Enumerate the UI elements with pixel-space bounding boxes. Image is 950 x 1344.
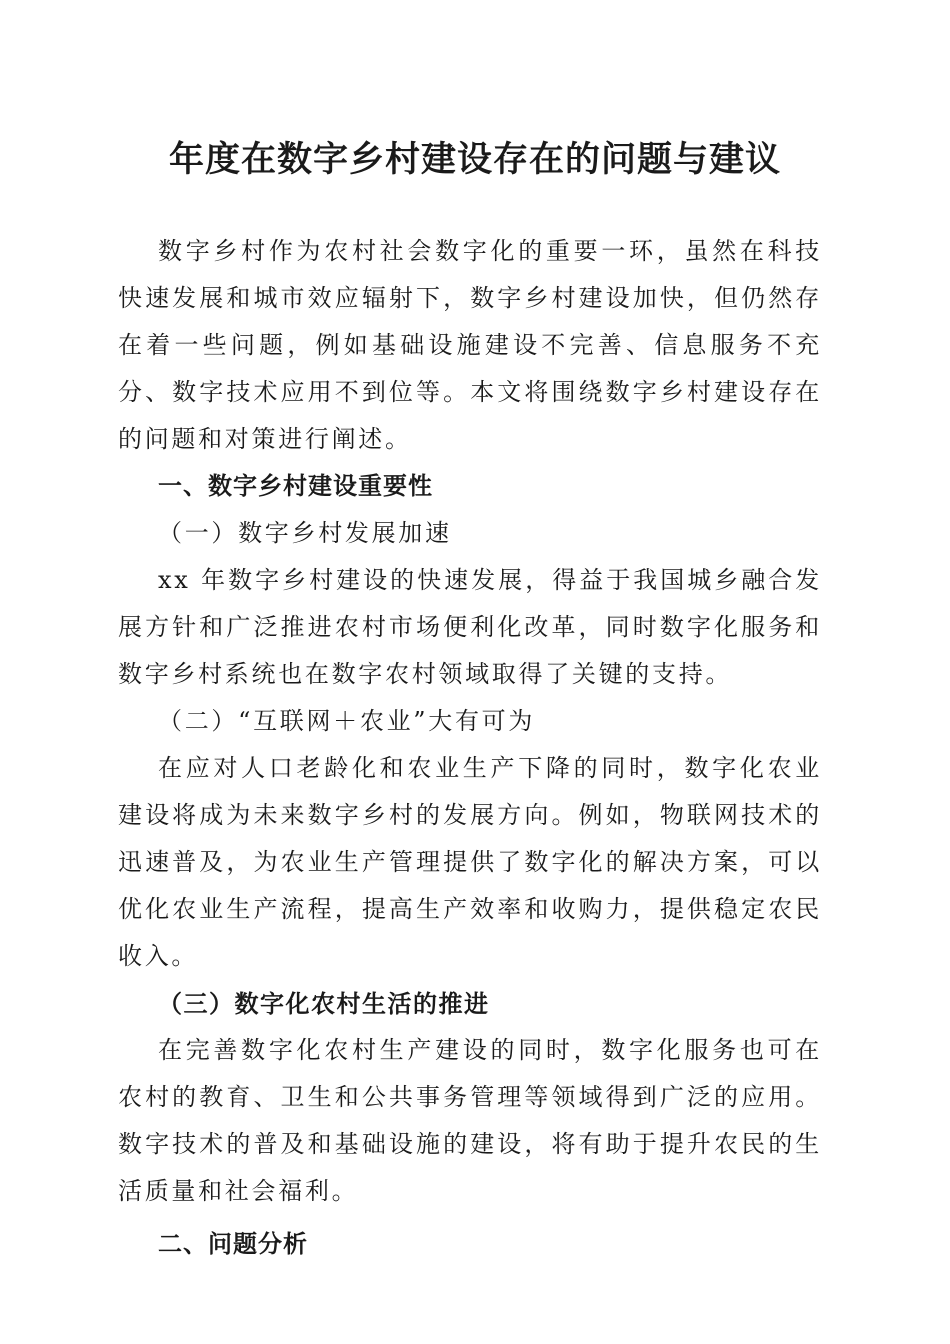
subsection-1-heading: （一）数字乡村发展加速 xyxy=(158,519,452,547)
subsection-2-paragraph: 在应对人口老龄化和农业生产下降的同时，数字化农业建设将成为未来数字乡村的发展方向。例如，物联网技术的迅速普及，为农业生产管理提供了数字化的解决方案，可以优化农业生产流程，提高生产效率和收购力，提供稳定农民收入。 xyxy=(118,754,822,970)
document-title: 年度在数字乡村建设存在的问题与建议 xyxy=(168,139,781,180)
subsection-2-heading: （二）“互联网＋农业”大有可为 xyxy=(158,707,536,735)
subsection-3-heading: （三）数字化农村生活的推进 xyxy=(158,989,490,1018)
intro-paragraph: 数字乡村作为农村社会数字化的重要一环，虽然在科技快速发展和城市效应辐射下，数字乡村建设加快，但仍然存在着一些问题，例如基础设施建设不完善、信息服务不充分、数字技术应用不到位等。本文将围绕数字乡村建设存在的问题和对策进行阐述。 xyxy=(118,237,822,453)
section-2-heading: 二、问题分析 xyxy=(158,1230,308,1258)
document-body xyxy=(118,228,822,1268)
subsection-1-paragraph: xx 年数字乡村建设的快速发展，得益于我国城乡融合发展方针和广泛推进农村市场便利化改革，同时数字化服务和数字乡村系统也在数字农村领域取得了关键的支持。 xyxy=(118,566,822,688)
section-1-heading: 一、数字乡村建设重要性 xyxy=(158,472,433,500)
subsection-3-paragraph: 在完善数字化农村生产建设的同时，数字化服务也可在农村的教育、卫生和公共事务管理等领域得到广泛的应用。数字技术的普及和基础设施的建设，将有助于提升农民的生活质量和社会福利。 xyxy=(118,1036,822,1205)
